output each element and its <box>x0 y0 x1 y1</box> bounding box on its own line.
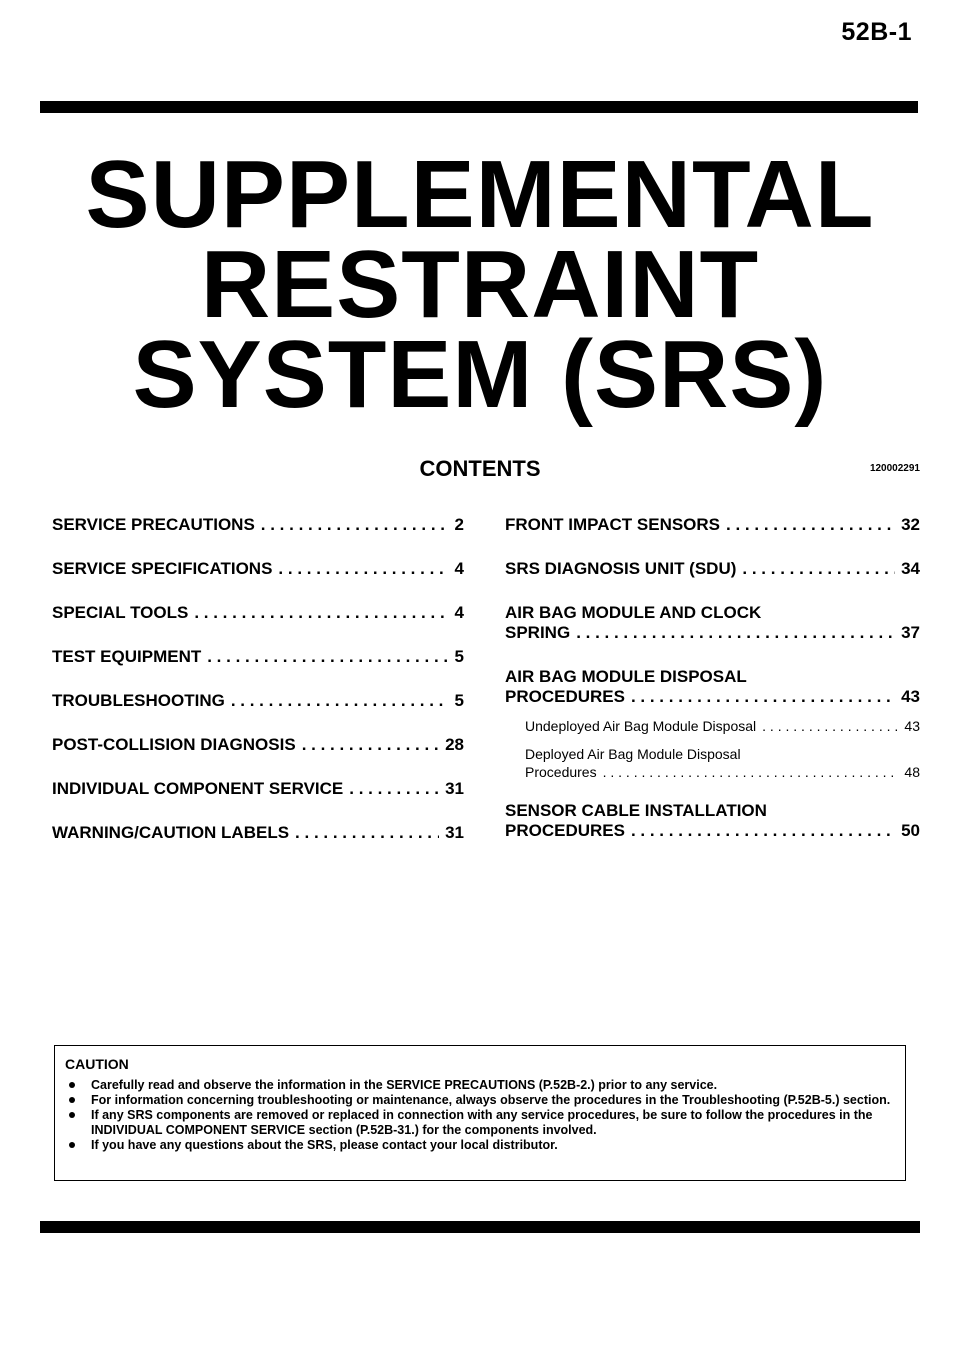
toc-item-special-tools[interactable] <box>52 603 464 623</box>
toc-item-air-bag-module-disposal[interactable] <box>505 667 920 781</box>
caution-item: If you have any questions about the SRS, please contact your local distributor. <box>65 1138 897 1153</box>
toc-label: WARNING/CAUTION LABELS <box>52 823 290 842</box>
toc-item-troubleshooting[interactable] <box>52 691 464 711</box>
caution-item: Carefully read and observe the information in the SERVICE PRECAUTIONS (P.52B-2.) prior to any service. <box>65 1078 897 1093</box>
page-title <box>0 141 960 428</box>
toc-label: Procedures <box>525 764 597 780</box>
toc-label: Deployed Air Bag Module Disposal <box>525 746 741 762</box>
toc-label: SENSOR CABLE INSTALLATION <box>505 801 767 820</box>
title-line-2: RESTRAINT <box>200 231 760 338</box>
contents-heading: CONTENTS <box>419 456 541 481</box>
toc-item-sensor-cable-installation[interactable] <box>505 801 920 841</box>
bottom-rule <box>40 1221 920 1233</box>
toc-label: SPECIAL TOOLS <box>52 603 189 622</box>
toc-left-column <box>52 515 464 843</box>
caution-box <box>54 1045 906 1181</box>
toc-page: 4 <box>454 559 464 578</box>
toc-label: Undeployed Air Bag Module Disposal <box>525 718 757 734</box>
bullet-icon <box>69 1097 75 1103</box>
toc-page: 32 <box>901 515 920 534</box>
toc-label: AIR BAG MODULE DISPOSAL <box>505 667 747 686</box>
toc-item-air-bag-module-clock-spring[interactable] <box>505 603 920 643</box>
toc-page: 48 <box>904 764 920 780</box>
toc-label: TROUBLESHOOTING <box>52 691 225 710</box>
toc-label: FRONT IMPACT SENSORS <box>505 515 721 534</box>
toc-item-service-precautions[interactable] <box>52 515 464 535</box>
toc-item-warning-caution-labels[interactable] <box>52 823 464 843</box>
top-rule <box>40 101 918 113</box>
toc-subitem-undeployed-disposal[interactable] <box>505 717 920 735</box>
toc-page: 31 <box>445 823 464 842</box>
toc-item-post-collision-diagnosis[interactable] <box>52 735 464 755</box>
title-line-1: SUPPLEMENTAL <box>85 141 875 248</box>
title-line-3: SYSTEM (SRS) <box>132 321 828 428</box>
toc-page: 4 <box>454 603 464 622</box>
toc-label: INDIVIDUAL COMPONENT SERVICE <box>52 779 344 798</box>
document-code: 120002291 <box>869 463 920 474</box>
toc-page: 5 <box>454 691 464 710</box>
toc-page: 34 <box>901 559 920 578</box>
toc-right-column <box>505 515 920 841</box>
bullet-icon <box>69 1142 75 1148</box>
toc-label: TEST EQUIPMENT <box>52 647 202 666</box>
bullet-icon <box>69 1112 75 1118</box>
toc-page: 43 <box>904 718 920 734</box>
toc-item-front-impact-sensors[interactable] <box>505 515 920 535</box>
toc-subitem-deployed-disposal[interactable] <box>505 745 920 781</box>
toc-page: 5 <box>454 647 464 666</box>
toc-item-individual-component-service[interactable] <box>52 779 464 799</box>
bullet-icon <box>69 1082 75 1088</box>
toc-item-test-equipment[interactable] <box>52 647 464 667</box>
toc-label: SERVICE SPECIFICATIONS <box>52 559 273 578</box>
toc-label: AIR BAG MODULE AND CLOCK <box>505 603 762 622</box>
toc-label: PROCEDURES <box>505 687 625 706</box>
toc-page: 43 <box>901 687 920 706</box>
toc-page: 31 <box>445 779 464 798</box>
toc-page: 2 <box>454 515 464 534</box>
caution-item: If any SRS components are removed or replaced in connection with any service procedures, be sure to follow the procedures in the INDIVIDUAL COMPONENT SERVICE section (P.52B-31.) for the components involved. <box>65 1108 897 1138</box>
toc-item-srs-diagnosis-unit[interactable] <box>505 559 920 579</box>
caution-title: CAUTION <box>65 1056 129 1072</box>
toc-item-service-specifications[interactable] <box>52 559 464 579</box>
caution-list <box>65 1078 897 1153</box>
toc-label: PROCEDURES <box>505 821 625 840</box>
toc-label: SRS DIAGNOSIS UNIT (SDU) <box>505 559 737 578</box>
toc-page: 37 <box>901 623 920 642</box>
toc-label: SERVICE PRECAUTIONS <box>52 515 255 534</box>
toc-label: POST-COLLISION DIAGNOSIS <box>52 735 296 754</box>
toc-page: 28 <box>445 735 464 754</box>
toc-label: SPRING <box>505 623 571 642</box>
page-number: 52B-1 <box>841 18 912 46</box>
caution-item: For information concerning troubleshooting or maintenance, always observe the procedures in the Troubleshooting (P.52B-5.) section. <box>65 1093 897 1108</box>
toc-page: 50 <box>901 821 920 840</box>
